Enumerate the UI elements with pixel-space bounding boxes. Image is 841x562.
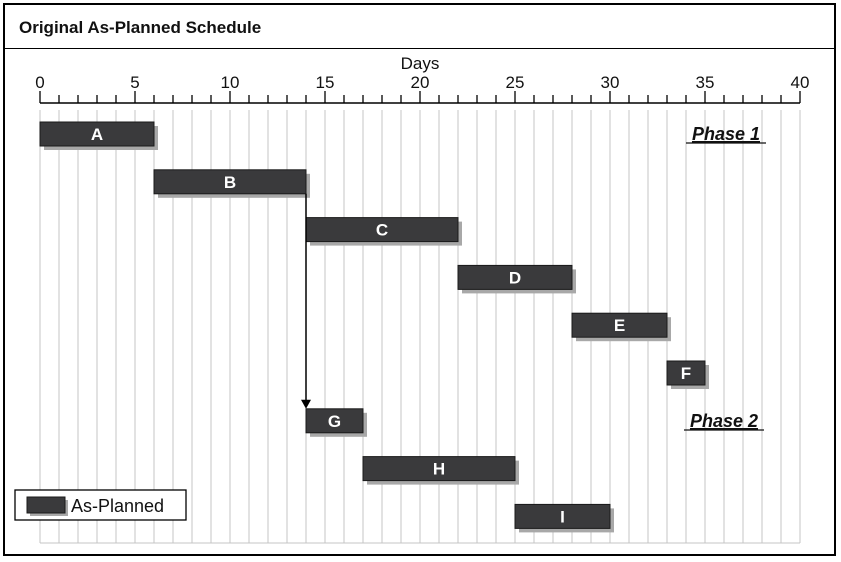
task-label: C <box>375 220 389 240</box>
x-tick-label: 20 <box>410 73 430 92</box>
task-label: F <box>680 364 692 383</box>
x-tick-label: 15 <box>315 73 335 92</box>
phase-label: Phase 2 <box>689 411 759 431</box>
task-label: A <box>90 125 104 144</box>
legend-swatch <box>27 497 65 513</box>
x-tick-label: 25 <box>505 73 525 92</box>
task-label: H <box>432 459 446 479</box>
task-label: E <box>613 316 626 336</box>
x-tick-label: 35 <box>695 73 715 92</box>
legend-label: As-Planned <box>71 496 165 516</box>
task-label: G <box>327 411 342 431</box>
x-tick-label: 0 <box>35 73 45 92</box>
x-tick-label: 40 <box>790 73 810 92</box>
dependency-arrow-head <box>301 400 311 409</box>
task-label: B <box>223 172 237 192</box>
x-tick-label: 10 <box>220 73 240 92</box>
task-label: D <box>508 268 522 288</box>
phase-label: Phase 1 <box>691 124 761 144</box>
chart-title: Original As-Planned Schedule <box>19 18 262 37</box>
x-tick-label: 5 <box>130 73 140 92</box>
x-axis-label: Days <box>400 54 440 73</box>
task-label: I <box>560 507 565 527</box>
x-tick-label: 30 <box>600 73 620 92</box>
